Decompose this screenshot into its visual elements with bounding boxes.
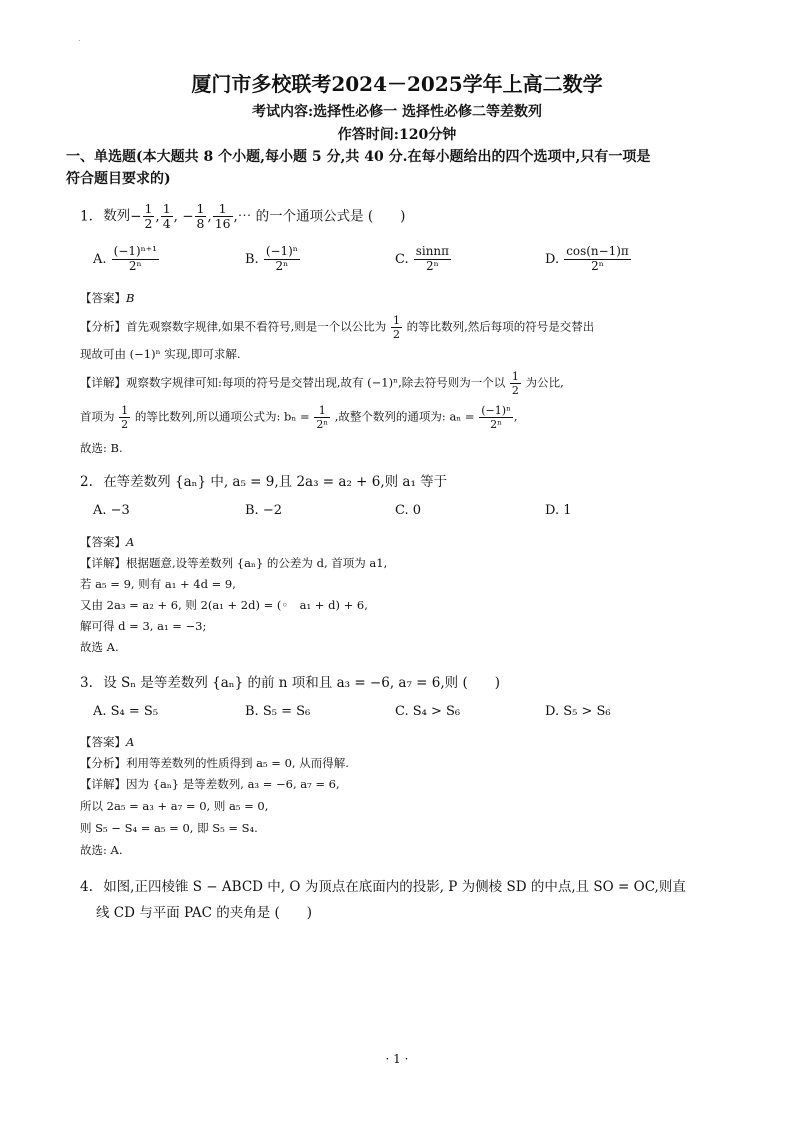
q3-detail-line2: 所以 2a₅ = a₃ + a₇ = 0, 则 a₅ = 0,: [80, 799, 269, 813]
q1-answer: 【答案】B: [80, 291, 135, 305]
q1-option-a-frac: $\frac{\text{(−1)ⁿ⁺¹}}{\text{2ⁿ}}$: [113, 244, 157, 273]
q3-number: 3.: [80, 675, 93, 691]
corner-tick: .: [78, 34, 81, 43]
q3-analysis: 【分析】利用等差数列的性质得到 a₅ = 0, 从而得解.: [80, 756, 349, 770]
q1-stem: [80, 203, 405, 231]
q2-answer: 【答案】A: [80, 535, 135, 549]
q4-stem-line1: [80, 875, 686, 895]
q3-answer: 【答案】A: [80, 735, 135, 749]
q1-analysis-line1: 【分析】首先观察数字规律,如果不看符号,则是一个以公比为 $\frac{1}{2}$ 的等比数列,然后每项的符号是交替出: [80, 314, 595, 342]
q2-detail-line4: 解可得 d = 3, a₁ = −3;: [80, 619, 207, 633]
q3-option-d: D. S₅ > S₆: [545, 704, 611, 719]
q1-term-1: $\frac{1}{2}$: [144, 201, 153, 232]
q1-analysis-half: $\frac{1}{2}$: [392, 314, 400, 342]
q1-option-a: A. $\frac{\text{(−1)ⁿ⁺¹}}{\text{2ⁿ}}$: [93, 244, 157, 273]
q3-detail-line1: 【详解】因为 {aₙ} 是等差数列, a₃ = −6, a₇ = 6,: [80, 777, 340, 791]
q1-comma: ,: [155, 208, 160, 225]
page-number: · 1 ·: [385, 1052, 409, 1066]
q3-option-a: A. S₄ = S₅: [93, 704, 159, 719]
q4-stem-line2: 线 CD 与平面 PAC 的夹角是 ( ): [96, 905, 313, 921]
q1-option-d: D. $\frac{\cos(n-1)\pi}{\text{2ⁿ}}$: [545, 244, 629, 273]
q3-conclusion: 故选: A.: [80, 843, 123, 857]
q1-conclusion: 故选: B.: [80, 441, 123, 455]
q1-minus: −: [130, 208, 142, 225]
q1-stem-prefix: 数列: [103, 208, 131, 225]
q1-option-d-frac: $\frac{\cos(n-1)\pi}{\text{2ⁿ}}$: [566, 244, 629, 273]
q1-option-c-frac: $\frac{\sin n\pi}{\text{2ⁿ}}$: [415, 244, 449, 273]
q2-option-b: B. −2: [245, 503, 282, 518]
q2-detail-line3: 又由 2a₃ = a₂ + 6, 则 2(a₁ + 2d) = (◦ a₁ + d) + 6,: [80, 598, 368, 612]
q1-detail-an: $\frac{\text{(−1)ⁿ}}{\text{2ⁿ}}$: [481, 404, 511, 432]
q1-analysis-line2: 现故可由 (−1)ⁿ 实现,即可求解.: [80, 347, 241, 361]
q1-detail-line1: 【详解】观察数字规律可知:每项的符号是交替出现,故有 (−1)ⁿ,除去符号则为一个以 $\frac{1}{2}$ 为公比,: [80, 370, 564, 398]
q1-comma-minus: , −: [173, 208, 194, 225]
q3-option-c: C. S₄ > S₆: [395, 704, 461, 719]
q2-stem-text: 在等差数列 {aₙ} 中, a₅ = 9,且 2a₃ = a₂ + 6,则 a₁ 等于: [103, 474, 448, 490]
q4-stem-text: 如图,正四棱锥 S − ABCD 中, O 为顶点在底面内的投影, P 为侧棱 SD 的中点,且 SO = OC,则直: [103, 879, 686, 895]
q2-number: 2.: [80, 474, 93, 490]
q4-number: 4.: [80, 879, 93, 895]
q2-conclusion: 故选 A.: [80, 640, 119, 654]
q1-detail-line2: 首项为 $\frac{1}{2}$ 的等比数列,所以通项公式为: bₙ = $\frac{1}{\text{2ⁿ}}$ ,故整个数列的通项为: aₙ = $\frac{\text{(−1)ⁿ}}{\text{2ⁿ}}$ ,: [80, 404, 518, 432]
q3-option-b: B. S₅ = S₆: [245, 704, 311, 719]
q2-detail-line2: 若 a₅ = 9, 则有 a₁ + 4d = 9,: [80, 577, 236, 591]
q1-term-2: $\frac{1}{4}$: [162, 201, 171, 232]
q1-detail-half: $\frac{1}{2}$: [511, 370, 519, 398]
q3-detail-line3: 则 S₅ − S₄ = a₅ = 0, 即 S₅ = S₄.: [80, 821, 258, 835]
q3-stem: [80, 671, 500, 691]
exam-time: 作答时间:120分钟: [337, 127, 457, 143]
q1-option-b-frac: $\frac{\text{(−1)ⁿ}}{\text{2ⁿ}}$: [265, 244, 298, 273]
q2-option-d: D. 1: [545, 503, 572, 518]
q1-option-b: B. $\frac{\text{(−1)ⁿ}}{\text{2ⁿ}}$: [245, 244, 298, 273]
page-title: 厦门市多校联考2024－2025学年上高二数学: [191, 72, 603, 96]
q1-term-3: $\frac{1}{8}$: [196, 201, 205, 232]
q2-option-a: A. −3: [93, 503, 130, 518]
q1-option-c: C. $\frac{\sin n\pi}{\text{2ⁿ}}$: [395, 244, 449, 273]
q1-detail-first-term: $\frac{1}{2}$: [121, 404, 129, 432]
q1-term-4: $\frac{1}{16}$: [214, 201, 231, 232]
exam-content: 考试内容:选择性必修一 选择性必修二等差数列: [251, 104, 543, 120]
q1-detail-bn: $\frac{1}{\text{2ⁿ}}$: [316, 404, 329, 432]
section-heading-line1: 一、单选题(本大题共 8 个小题,每小题 5 分,共 40 分.在每小题给出的四个选项中,只有一项是: [66, 149, 651, 165]
q2-option-c: C. 0: [395, 503, 422, 518]
q1-comma-2: ,: [207, 208, 212, 225]
q1-stem-suffix: ,⋯ 的一个通项公式是 ( ): [233, 208, 406, 225]
q1-number: 1.: [80, 208, 93, 225]
q2-stem: [80, 470, 447, 490]
q2-detail-line1: 【详解】根据题意,设等差数列 {aₙ} 的公差为 d, 首项为 a1,: [80, 556, 388, 570]
section-heading-line2: 符合题目要求的): [66, 171, 171, 187]
q3-stem-text: 设 Sₙ 是等差数列 {aₙ} 的前 n 项和且 a₃ = −6, a₇ = 6,则 ( ): [103, 675, 500, 691]
